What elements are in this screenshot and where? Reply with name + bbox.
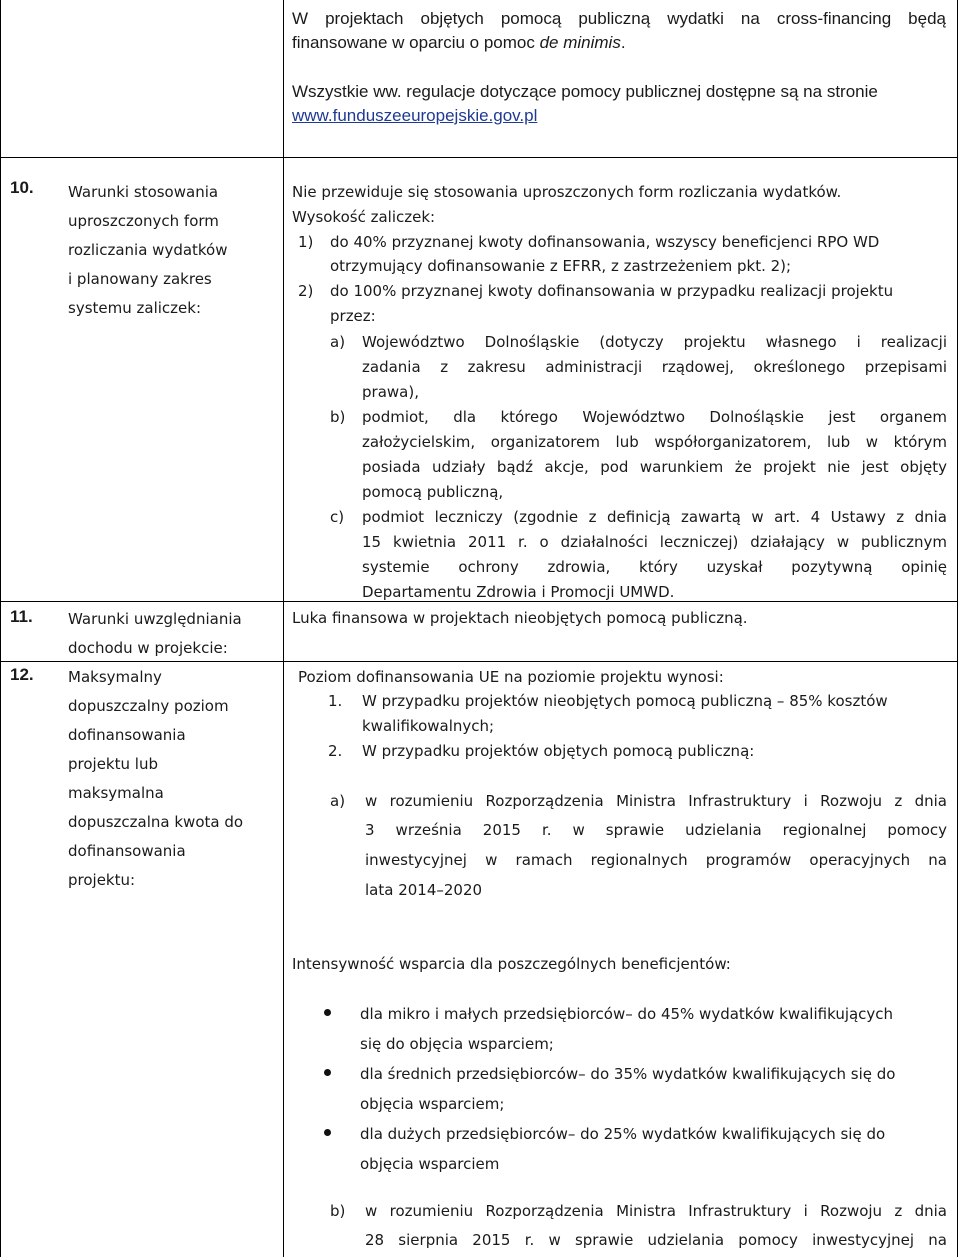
row-10-label-line: systemu zaliczek: [68, 299, 201, 317]
row-10-c-line-3: systemie ochrony zdrowia, który uzyskał pozytywną opinię [362, 558, 947, 576]
row-12-bullet-3-line-1: dla dużych przedsiębiorców– do 25% wydatków kwalifikujących się do [360, 1125, 886, 1143]
row-12-label-line: projektu: [68, 871, 136, 889]
row-10-label-line: uproszczonych form [68, 212, 219, 230]
row-10-a-line-1: Województwo Dolnośląskie (dotyczy projektu własnego i realizacji [362, 333, 947, 351]
row-divider-10 [0, 157, 958, 158]
row-12-bullet-2-line-1: dla średnich przedsiębiorców– do 35% wydatków kwalifikujących się do [360, 1065, 896, 1083]
row-12-intensity-heading: Intensywność wsparcia dla poszczególnych beneficjentów: [292, 955, 731, 973]
row-10-p1-line-2: otrzymujący dofinansowanie z EFRR, z zastrzeżeniem pkt. 2); [330, 257, 792, 275]
row-10-line-1: Nie przewiduje się stosowania uproszczonych form rozliczania wydatków. [292, 183, 842, 201]
row-12-label-line: projektu lub [68, 755, 158, 773]
intro-line-3: Wszystkie ww. regulacje dotyczące pomocy publicznej dostępne są na stronie [292, 82, 878, 101]
row-10-p2-marker: 2) [298, 282, 314, 300]
row-12-a-line-4: lata 2014–2020 [365, 881, 483, 899]
row-12-a-line-2: 3 września 2015 r. w sprawie udzielania regionalnej pomocy [365, 821, 947, 839]
row-10-c-line-1: podmiot leczniczy (zgodnie z definicją zawartą w art. 4 Ustawy z dnia [362, 508, 947, 526]
row-10-b-marker: b) [330, 408, 346, 426]
row-10-c-line-2: 15 kwietnia 2011 r. o działalności leczniczej) działający w publicznym [362, 533, 947, 551]
row-11-label [68, 605, 242, 663]
row-12-bullet-1-line-1: dla mikro i małych przedsiębiorców– do 45% wydatków kwalifikujących [360, 1005, 894, 1023]
row-10-c-marker: c) [330, 508, 345, 526]
bullet-icon [324, 1009, 331, 1016]
row-10-p1-line-1: do 40% przyznanej kwoty dofinansowania, wszyscy beneficjenci RPO WD [330, 233, 880, 251]
row-12-bullet-1-line-2: się do objęcia wsparciem; [360, 1035, 554, 1053]
row-12-n1-marker: 1. [328, 692, 343, 710]
row-11-number: 11. [10, 607, 33, 626]
table-border-col1 [283, 0, 284, 1257]
row-12-n2-marker: 2. [328, 742, 343, 760]
row-10-b-line-2: założycielskim, organizatorem lub współorganizatorem, lub w którym [362, 433, 947, 451]
row-10-a-line-2: zadania z zakresu administracji rządowej, określonego przepisami [362, 358, 947, 376]
row-12-number: 12. [10, 665, 34, 684]
row-12-bullet-2-line-2: objęcia wsparciem; [360, 1095, 505, 1113]
row-10-label-line: Warunki stosowania [68, 183, 219, 201]
row-10-label [68, 178, 228, 323]
row-12-intro: Poziom dofinansowania UE na poziomie projektu wynosi: [298, 668, 724, 686]
row-10-line-2: Wysokość zaliczek: [292, 208, 436, 226]
row-11-label-line: dochodu w projekcie: [68, 639, 228, 657]
row-10-c-line-4: Departamentu Zdrowia i Promocji UMWD. [362, 583, 675, 601]
row-10-a-marker: a) [330, 333, 346, 351]
row-12-label [68, 663, 243, 895]
row-12-n1-line-1: W przypadku projektów nieobjętych pomocą publiczną – 85% kosztów [362, 692, 888, 710]
row-10-a-line-3: prawa), [362, 383, 419, 401]
row-12-a-marker: a) [330, 792, 346, 810]
row-12-b-marker: b) [330, 1202, 346, 1220]
row-12-a-line-3: inwestycyjnej w ramach regionalnych programów operacyjnych na [365, 851, 947, 869]
row-12-label-line: dopuszczalny poziom [68, 697, 229, 715]
row-11-label-line: Warunki uwzględniania [68, 610, 242, 628]
row-12-label-line: dofinansowania [68, 726, 186, 744]
row-10-label-line: i planowany zakres [68, 270, 212, 288]
row-12-n1-line-2: kwalifikowalnych; [362, 717, 495, 735]
row-10-p2-line-1: do 100% przyznanej kwoty dofinansowania w przypadku realizacji projektu [330, 282, 894, 300]
table-border-left [0, 0, 1, 1257]
row-12-a-line-1: w rozumieniu Rozporządzenia Ministra Infrastruktury i Rozwoju z dnia [365, 792, 947, 810]
row-12-b-line-1: w rozumieniu Rozporządzenia Ministra Infrastruktury i Rozwoju z dnia [365, 1202, 947, 1220]
row-10-number: 10. [10, 178, 34, 197]
row-11-text: Luka finansowa w projektach nieobjętych pomocą publiczną. [292, 609, 748, 627]
bullet-icon [324, 1129, 331, 1136]
intro-line-1: W projektach objętych pomocą publiczną wydatki na cross-financing będą [292, 9, 946, 28]
row-12-b-line-2: 28 sierpnia 2015 r. w sprawie udzielania pomocy inwestycyjnej na [365, 1231, 947, 1249]
funduszeeuropejskie-link[interactable]: www.funduszeeuropejskie.gov.pl [292, 106, 538, 125]
row-12-label-line: dofinansowania [68, 842, 186, 860]
intro-line-2-text: finansowane w oparciu o pomoc [292, 33, 540, 52]
row-12-label-line: maksymalna [68, 784, 164, 802]
de-minimis-text: de minimis [539, 33, 621, 52]
bullet-icon [324, 1069, 331, 1076]
row-10-p1-marker: 1) [298, 233, 314, 251]
row-12-label-line: Maksymalny [68, 668, 162, 686]
intro-line-2 [292, 31, 626, 55]
row-12-label-line: dopuszczalna kwota do [68, 813, 244, 831]
intro-line-2-end: . [620, 33, 626, 52]
row-12-bullet-3-line-2: objęcia wsparciem [360, 1155, 500, 1173]
row-10-b-line-3: posiada udziały bądź akcje, pod warunkiem że projekt nie jest objęty [362, 458, 947, 476]
row-10-p2-line-2: przez: [330, 307, 376, 325]
table-border-right [957, 0, 958, 1257]
row-10-b-line-1: podmiot, dla którego Województwo Dolnośląskie jest organem [362, 408, 947, 426]
row-12-n2-line-1: W przypadku projektów objętych pomocą publiczną: [362, 742, 755, 760]
row-10-b-line-4: pomocą publiczną, [362, 483, 504, 501]
row-10-label-line: rozliczania wydatków [68, 241, 228, 259]
